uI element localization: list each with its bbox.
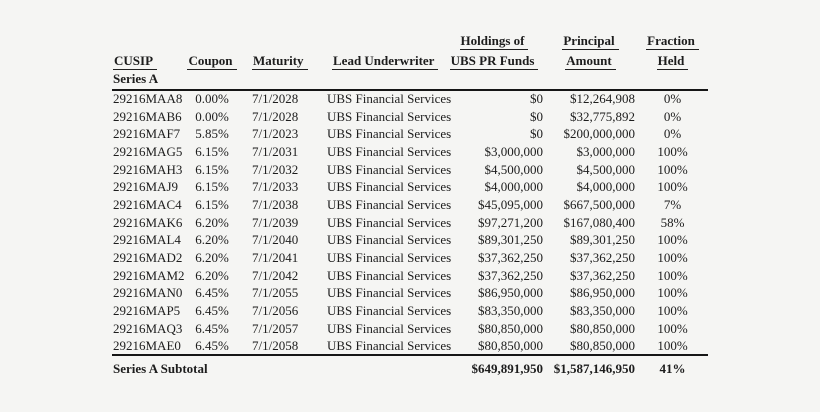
cell-holdings: $37,362,250 [478, 267, 543, 283]
cell-cusip: 29216MAE0 [113, 337, 181, 353]
cell-maturity: 7/1/2055 [252, 285, 299, 301]
cell-coupon: 6.45% [195, 303, 229, 319]
cell-fraction: 100% [657, 285, 688, 301]
col-header-holdings-line1: Holdings of [444, 30, 544, 50]
table-row [112, 214, 708, 232]
cell-coupon: 6.15% [195, 179, 229, 195]
cell-coupon: 6.15% [195, 143, 229, 159]
table-row [112, 320, 708, 338]
cell-coupon: 0.00% [195, 91, 229, 107]
cell-cusip: 29216MAD2 [113, 250, 183, 266]
cell-coupon: 0.00% [195, 108, 229, 124]
cell-fraction: 58% [660, 214, 685, 230]
cell-holdings: $89,301,250 [478, 232, 543, 248]
col-header-principal-line2: Amount [544, 50, 637, 70]
cell-principal: $86,950,000 [570, 285, 635, 301]
cell-coupon: 6.45% [195, 337, 229, 353]
cell-holdings: $97,271,200 [478, 214, 543, 230]
cell-maturity: 7/1/2056 [252, 303, 299, 319]
series-label: Series A [112, 70, 708, 90]
cell-maturity: 7/1/2023 [252, 126, 299, 142]
cell-holdings: $0 [530, 108, 543, 124]
cell-fraction: 100% [657, 320, 688, 336]
cell-lead-underwriter: UBS Financial Services [327, 143, 452, 159]
cell-fraction: 7% [663, 196, 682, 212]
cell-cusip: 29216MAC4 [113, 196, 182, 212]
cell-maturity: 7/1/2033 [252, 179, 299, 195]
table-row [112, 90, 708, 108]
cell-maturity: 7/1/2041 [252, 250, 299, 266]
cell-lead-underwriter: UBS Financial Services [327, 91, 452, 107]
cell-principal: $89,301,250 [570, 232, 635, 248]
cell-coupon: 6.45% [195, 320, 229, 336]
cell-holdings: $80,850,000 [478, 320, 543, 336]
cell-principal: $667,500,000 [563, 196, 635, 212]
cell-cusip: 29216MAB6 [113, 108, 182, 124]
subtotal-fraction: 41% [637, 355, 708, 381]
cell-principal: $4,000,000 [576, 179, 635, 195]
cell-fraction: 100% [657, 337, 688, 353]
cell-cusip: 29216MAF7 [113, 126, 181, 142]
series-label-row [112, 70, 708, 90]
cell-holdings: $45,095,000 [478, 196, 543, 212]
cell-maturity: 7/1/2057 [252, 320, 299, 336]
cell-principal: $3,000,000 [576, 143, 635, 159]
col-header-spacer [240, 30, 310, 50]
cell-lead-underwriter: UBS Financial Services [327, 108, 452, 124]
series-a-holdings-table [112, 30, 708, 381]
col-header-spacer [112, 30, 184, 50]
cell-fraction: 0% [663, 126, 682, 142]
cell-maturity: 7/1/2031 [252, 143, 299, 159]
cell-maturity: 7/1/2032 [252, 161, 299, 177]
cell-principal: $83,350,000 [570, 303, 635, 319]
cell-fraction: 0% [663, 108, 682, 124]
cell-maturity: 7/1/2038 [252, 196, 299, 212]
cell-lead-underwriter: UBS Financial Services [327, 320, 452, 336]
cell-fraction: 100% [657, 179, 688, 195]
subtotal-holdings: $649,891,950 [444, 355, 544, 381]
cell-cusip: 29216MAL4 [113, 232, 181, 248]
cell-principal: $167,080,400 [563, 214, 635, 230]
cell-coupon: 6.20% [195, 250, 229, 266]
cell-cusip: 29216MAN0 [113, 285, 183, 301]
table-row [112, 178, 708, 196]
cell-cusip: 29216MAJ9 [113, 179, 179, 195]
cell-coupon: 6.20% [195, 267, 229, 283]
cell-coupon: 6.45% [195, 285, 229, 301]
cell-fraction: 100% [657, 161, 688, 177]
col-header-fraction-line2: Held [637, 50, 708, 70]
cell-lead-underwriter: UBS Financial Services [327, 250, 452, 266]
cell-holdings: $37,362,250 [478, 250, 543, 266]
cell-fraction: 100% [657, 232, 688, 248]
col-header-spacer [184, 30, 240, 50]
cell-principal: $37,362,250 [570, 250, 635, 266]
cell-lead-underwriter: UBS Financial Services [327, 267, 452, 283]
col-header-maturity: Maturity [240, 50, 310, 70]
cell-coupon: 6.15% [195, 196, 229, 212]
cell-lead-underwriter: UBS Financial Services [327, 285, 452, 301]
cell-coupon: 6.15% [195, 161, 229, 177]
header-row-top [112, 30, 708, 50]
cell-lead-underwriter: UBS Financial Services [327, 303, 452, 319]
table-row [112, 285, 708, 303]
table-footer [112, 355, 708, 381]
cell-maturity: 7/1/2028 [252, 91, 299, 107]
header-row-bottom [112, 50, 708, 70]
cell-lead-underwriter: UBS Financial Services [327, 161, 452, 177]
cell-principal: $32,775,892 [570, 108, 635, 124]
cell-fraction: 100% [657, 303, 688, 319]
table-row [112, 302, 708, 320]
subtotal-row [112, 355, 708, 381]
cell-cusip: 29216MAM2 [113, 267, 185, 283]
cell-lead-underwriter: UBS Financial Services [327, 179, 452, 195]
cell-maturity: 7/1/2058 [252, 337, 299, 353]
cell-holdings: $4,500,000 [484, 161, 543, 177]
cell-fraction: 100% [657, 267, 688, 283]
cell-maturity: 7/1/2039 [252, 214, 299, 230]
cell-principal: $12,264,908 [570, 91, 635, 107]
table-row [112, 196, 708, 214]
cell-holdings: $0 [530, 91, 543, 107]
col-header-holdings-line2: UBS PR Funds [444, 50, 544, 70]
table-row [112, 125, 708, 143]
subtotal-label: Series A Subtotal [112, 355, 444, 381]
cell-cusip: 29216MAG5 [113, 143, 183, 159]
cell-lead-underwriter: UBS Financial Services [327, 196, 452, 212]
col-header-spacer [310, 30, 444, 50]
cell-maturity: 7/1/2028 [252, 108, 299, 124]
col-header-cusip: CUSIP [112, 50, 184, 70]
table-row [112, 161, 708, 179]
cell-cusip: 29216MAQ3 [113, 320, 183, 336]
subtotal-principal: $1,587,146,950 [544, 355, 637, 381]
cell-maturity: 7/1/2042 [252, 267, 299, 283]
cell-coupon: 6.20% [195, 214, 229, 230]
cell-cusip: 29216MAP5 [113, 303, 181, 319]
cell-cusip: 29216MAK6 [113, 214, 183, 230]
cell-cusip: 29216MAA8 [113, 91, 183, 107]
cell-fraction: 0% [663, 91, 682, 107]
cell-principal: $4,500,000 [576, 161, 635, 177]
col-header-lead-underwriter: Lead Underwriter [310, 50, 444, 70]
cell-cusip: 29216MAH3 [113, 161, 183, 177]
cell-holdings: $86,950,000 [478, 285, 543, 301]
cell-coupon: 6.20% [195, 232, 229, 248]
table-row [112, 143, 708, 161]
cell-principal: $200,000,000 [563, 126, 635, 142]
table-row [112, 267, 708, 285]
table-header [112, 30, 708, 90]
cell-holdings: $80,850,000 [478, 337, 543, 353]
cell-lead-underwriter: UBS Financial Services [327, 126, 452, 142]
col-header-fraction-line1: Fraction [637, 30, 708, 50]
cell-principal: $37,362,250 [570, 267, 635, 283]
cell-principal: $80,850,000 [570, 320, 635, 336]
cell-fraction: 100% [657, 250, 688, 266]
cell-principal: $80,850,000 [570, 337, 635, 353]
col-header-coupon: Coupon [184, 50, 240, 70]
cell-holdings: $3,000,000 [484, 143, 543, 159]
col-header-principal-line1: Principal [544, 30, 637, 50]
table-row [112, 232, 708, 250]
cell-holdings: $83,350,000 [478, 303, 543, 319]
cell-coupon: 5.85% [195, 126, 229, 142]
bond-table [112, 30, 708, 381]
cell-lead-underwriter: UBS Financial Services [327, 214, 452, 230]
cell-lead-underwriter: UBS Financial Services [327, 232, 452, 248]
table-body [112, 90, 708, 355]
table-row [112, 249, 708, 267]
cell-fraction: 100% [657, 143, 688, 159]
table-row [112, 338, 708, 356]
cell-holdings: $4,000,000 [484, 179, 543, 195]
cell-lead-underwriter: UBS Financial Services [327, 337, 452, 353]
cell-maturity: 7/1/2040 [252, 232, 299, 248]
cell-holdings: $0 [530, 126, 543, 142]
table-row [112, 108, 708, 126]
